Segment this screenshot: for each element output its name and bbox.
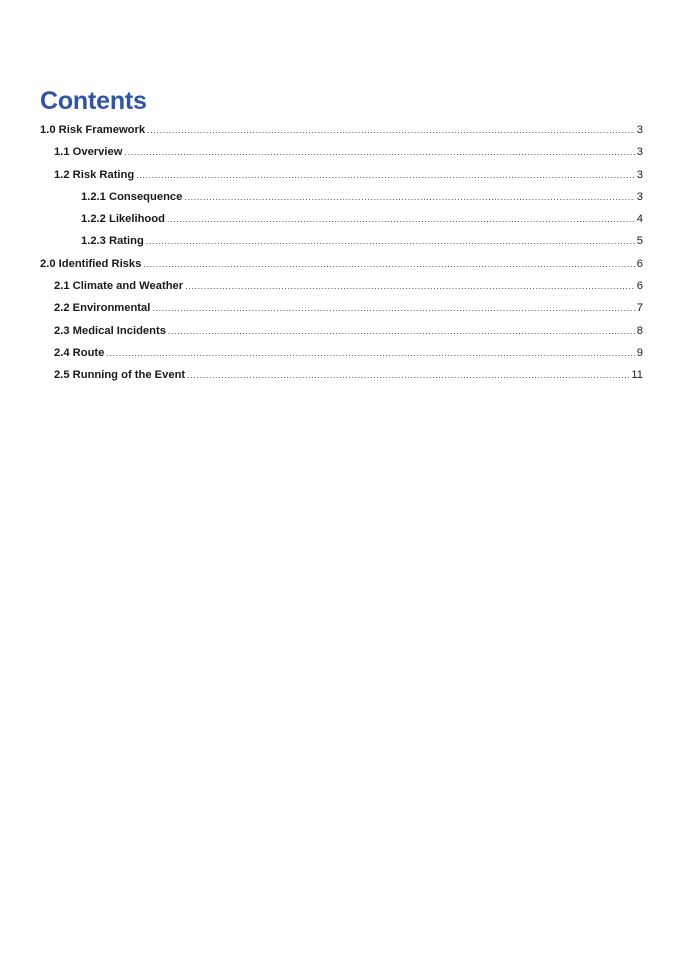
toc-entry[interactable] (40, 275, 643, 297)
toc-entry[interactable] (40, 230, 643, 252)
toc-dot-leader (184, 186, 634, 208)
toc-entry-label: 1.2.3 Rating (81, 235, 144, 248)
toc-entry-page-number: 11 (631, 369, 643, 382)
toc-entry-page-number: 7 (636, 302, 643, 315)
toc-dot-leader (143, 253, 634, 275)
toc-dot-leader (167, 208, 635, 230)
toc-entry[interactable] (40, 320, 643, 342)
toc-entry-page-number: 5 (636, 235, 643, 248)
toc-entry-page-number: 4 (636, 213, 643, 226)
toc-entry-page-number: 3 (636, 168, 643, 181)
toc-entry-label: 2.2 Environmental (54, 302, 151, 315)
toc-entry-label: 1.2.1 Consequence (81, 190, 183, 203)
toc-entry-page-number: 3 (636, 124, 643, 136)
toc-dot-leader (146, 230, 635, 252)
toc-entry-label: 1.2.2 Likelihood (81, 213, 165, 226)
toc-entry[interactable] (40, 342, 643, 364)
toc-entry[interactable] (40, 164, 643, 186)
toc-entry-label: 2.1 Climate and Weather (54, 280, 184, 293)
toc-entry-label: 1.0 Risk Framework (40, 124, 146, 136)
toc-dot-leader (152, 297, 634, 319)
toc-entry-label: 2.0 Identified Risks (40, 257, 142, 270)
toc-entry[interactable] (40, 297, 643, 319)
toc-entry-label: 2.4 Route (54, 346, 105, 359)
toc-entry-page-number: 9 (636, 346, 643, 359)
toc-dot-leader (185, 275, 635, 297)
toc-entry-page-number: 3 (636, 190, 643, 203)
toc-entry[interactable] (40, 186, 643, 208)
toc-title: Contents (40, 87, 147, 115)
toc-entry[interactable] (40, 141, 643, 163)
toc-list (40, 119, 643, 387)
toc-entry-page-number: 6 (636, 257, 643, 270)
toc-dot-leader (106, 342, 634, 364)
toc-dot-leader (147, 119, 635, 141)
toc-dot-leader (168, 320, 635, 342)
toc-dot-leader (136, 164, 635, 186)
toc-entry-page-number: 3 (636, 146, 643, 159)
toc-entry-label: 2.3 Medical Incidents (54, 324, 166, 337)
toc-entry[interactable] (40, 364, 643, 386)
toc-entry[interactable] (40, 119, 643, 141)
toc-entry[interactable] (40, 253, 643, 275)
toc-entry-label: 1.1 Overview (54, 146, 123, 159)
toc-entry-label: 2.5 Running of the Event (54, 369, 186, 382)
toc-entry-page-number: 6 (636, 280, 643, 293)
toc-entry-page-number: 8 (636, 324, 643, 337)
toc-entry[interactable] (40, 208, 643, 230)
toc-entry-label: 1.2 Risk Rating (54, 168, 135, 181)
toc-dot-leader (124, 141, 634, 163)
toc-dot-leader (187, 364, 629, 386)
